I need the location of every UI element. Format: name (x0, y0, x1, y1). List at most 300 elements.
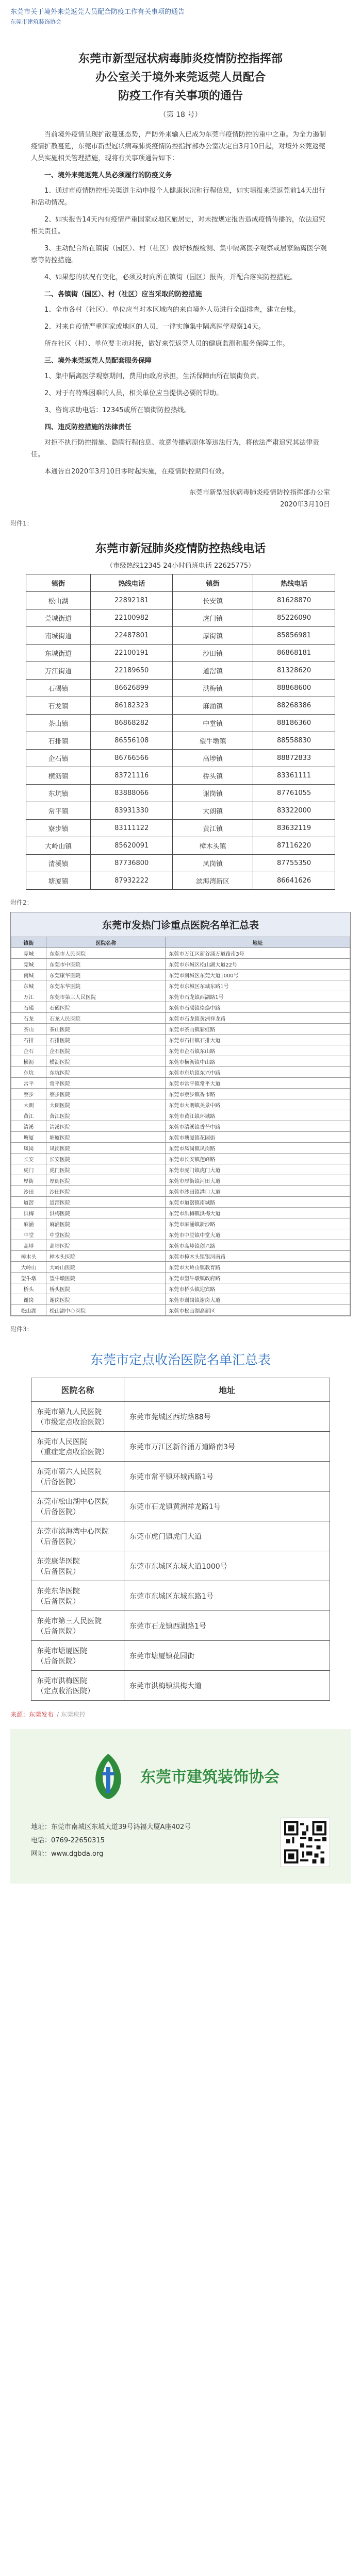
hotline-column-header: 镇街 (26, 574, 91, 592)
fever-town-cell: 高埗 (11, 1240, 46, 1251)
table-row (11, 970, 350, 980)
table-row (11, 1283, 350, 1294)
hotline-phone-cell[interactable]: 22487801 (91, 627, 173, 645)
hotline-phone-cell[interactable]: 86182323 (91, 697, 173, 715)
bottom-spacer (0, 1884, 361, 1894)
designated-hospital-section (31, 1378, 330, 1701)
notice-sections (31, 170, 330, 461)
section-paragraph: 2、对于有特殊困难的人员，相关单位应当提供必要的帮助。 (44, 389, 223, 397)
table-row (26, 785, 335, 802)
table-row (11, 980, 350, 991)
hotline-town-cell: 高埗镇 (173, 750, 253, 767)
hotline-town-cell: 东坑镇 (26, 785, 91, 802)
notice-document (0, 37, 361, 511)
fever-address-cell: 东莞市桥头镇迎宾路 (166, 1283, 350, 1294)
designated-address-cell: 东莞市东城区东城大道1000号 (124, 1551, 330, 1581)
fever-town-cell: 厚街 (11, 1175, 46, 1186)
hotline-town-cell: 樟木头镇 (173, 837, 253, 855)
hotline-phone-cell[interactable]: 83632119 (253, 820, 335, 837)
table-row (11, 1208, 350, 1218)
association-contact (31, 1821, 191, 1861)
section-paragraph: 对拒不执行防控措施、隐瞒行程信息、故意传播病原体等违法行为，将依法严肃追究其法律责任。 (31, 439, 320, 459)
fever-address-cell: 东莞市万江区新谷涌万道路南3号 (166, 948, 350, 959)
hotline-phone-cell[interactable]: 81328620 (253, 662, 335, 680)
designated-address-cell: 东莞市石龙镇黄洲祥龙路1号 (124, 1492, 330, 1521)
table-row (26, 662, 335, 680)
fever-hospital-cell: 沙田医院 (46, 1186, 166, 1197)
table-row (11, 1240, 350, 1251)
fever-hospital-cell: 企石医院 (46, 1045, 166, 1056)
table-row (11, 1164, 350, 1175)
hotline-town-cell: 望牛墩镇 (173, 732, 253, 750)
hotline-column-header: 热线电话 (91, 574, 173, 592)
section-paragraph: 1、通过市疫情防控相关渠道主动申报个人健康状况和行程信息，如实填报来莞返莞前14天出行和活动情况。 (31, 187, 325, 207)
fever-hospital-cell: 厚街医院 (46, 1175, 166, 1186)
fever-address-cell: 东莞市东城区松山湖大道22号 (166, 959, 350, 970)
hotline-phone-cell[interactable]: 86868181 (253, 645, 335, 662)
hotline-phone-cell[interactable]: 86868282 (91, 715, 173, 732)
fever-town-cell: 东城 (11, 980, 46, 991)
notice-title (31, 49, 330, 105)
designated-hospital-cell: 东莞市第九人民医院 （市级定点收治医院） (31, 1402, 124, 1432)
fever-hospital-cell: 石龙人民医院 (46, 1013, 166, 1024)
hotline-phone-cell[interactable]: 83888066 (91, 785, 173, 802)
fever-town-cell: 麻涌 (11, 1218, 46, 1229)
table-row (26, 802, 335, 820)
fever-address-cell: 东莞市大岭山镇教育路 (166, 1262, 350, 1273)
notice-closing: 本通告自2020年3月10日零时起实施，在疫情防控期间有效。 (44, 468, 228, 476)
table-row (11, 1197, 350, 1208)
designated-hospital-cell: 东莞市滨海湾中心医院 （后备医院） (31, 1521, 124, 1551)
hotline-town-cell: 麻涌镇 (173, 697, 253, 715)
fever-address-cell: 东莞市高埗镇创兴路 (166, 1240, 350, 1251)
table-row (31, 1611, 330, 1641)
table-row (11, 1294, 350, 1305)
designated-hospital-cell: 东莞市第六人民医院 （后备医院） (31, 1462, 124, 1492)
hotline-town-cell: 洪梅镇 (173, 680, 253, 697)
hotline-phone-cell[interactable]: 86626899 (91, 680, 173, 697)
fever-hospital-cell: 石碣医院 (46, 1002, 166, 1013)
fever-hospital-cell: 大朗医院 (46, 1099, 166, 1110)
qr-code-icon (281, 1818, 330, 1867)
table-row (11, 1273, 350, 1283)
fever-town-cell: 中堂 (11, 1229, 46, 1240)
top-bar (0, 0, 361, 37)
table-row (31, 1581, 330, 1611)
fever-address-cell: 东莞市黄江镇环城路 (166, 1110, 350, 1121)
association-logo-icon (88, 1752, 129, 1801)
hotline-town-cell: 虎门镇 (173, 609, 253, 627)
section-paragraph: 3、主动配合所在镇街（园区）、村（社区）做好核酸检测、集中隔离医学观察或居家隔离医学观察等防控措施。 (31, 245, 327, 264)
designated-address-cell: 东莞市石龙镇西湖路1号 (124, 1611, 330, 1641)
hotline-town-cell: 道滘镇 (173, 662, 253, 680)
table-row (11, 1035, 350, 1045)
hotline-phone-cell[interactable]: 83931330 (91, 802, 173, 820)
table-row (26, 645, 335, 662)
table-row (26, 680, 335, 697)
fever-hospital-cell: 石排医院 (46, 1035, 166, 1045)
notice-title-line-1: 东莞市新型冠状病毒肺炎疫情防控指挥部 (78, 52, 283, 65)
fever-address-cell: 东莞市樟木头镇银河南路 (166, 1251, 350, 1262)
fever-column-header: 镇街 (11, 937, 46, 948)
fever-hospital-cell: 凤岗医院 (46, 1143, 166, 1154)
fever-address-cell: 东莞市茶山镇彩虹路 (166, 1024, 350, 1035)
table-row (26, 872, 335, 890)
table-row (11, 1175, 350, 1186)
fever-town-cell: 虎门 (11, 1164, 46, 1175)
fever-town-cell: 常平 (11, 1078, 46, 1089)
fever-address-cell: 东莞市沙田镇港口大道 (166, 1186, 350, 1197)
hotline-town-cell: 万江街道 (26, 662, 91, 680)
fever-hospital-cell: 麻涌医院 (46, 1218, 166, 1229)
fever-hospital-cell: 寮步医院 (46, 1089, 166, 1099)
fever-town-cell: 茶山 (11, 1024, 46, 1035)
fever-town-cell: 石碣 (11, 1002, 46, 1013)
fever-address-cell: 东莞市洪梅镇洪梅大道 (166, 1208, 350, 1218)
table-row (11, 1154, 350, 1164)
fever-town-cell: 黄江 (11, 1110, 46, 1121)
designated-hospital-cell: 东莞东华医院 （后备医院） (31, 1581, 124, 1611)
table-row (26, 750, 335, 767)
table-row (11, 1024, 350, 1035)
fever-town-cell: 石龙 (11, 1013, 46, 1024)
fever-town-cell: 石排 (11, 1035, 46, 1045)
hotline-title: 东莞市新冠肺炎疫情防控热线电话 (95, 542, 266, 555)
hotline-phone-cell[interactable]: 83322000 (253, 802, 335, 820)
hotline-subtitle: （市级热线12345 24小时值班电话 22625775） (106, 562, 255, 570)
hotline-town-cell: 桥头镇 (173, 767, 253, 785)
attachment-1-label: 附件1： (10, 520, 33, 527)
table-row (11, 1013, 350, 1024)
attachment-2-label: 附件2： (10, 899, 33, 906)
designated-address-cell: 东莞市万江区新谷涌万道路南3号 (124, 1432, 330, 1462)
hotline-town-cell: 清溪镇 (26, 855, 91, 872)
hotline-town-cell: 茶山镇 (26, 715, 91, 732)
designated-address-cell: 东莞市东城区东城东路1号 (124, 1581, 330, 1611)
hotline-phone-cell[interactable]: 88186360 (253, 715, 335, 732)
hotline-phone-cell[interactable]: 85620091 (91, 837, 173, 855)
hotline-phone-cell[interactable]: 88558830 (253, 732, 335, 750)
section-paragraph: 1、全市各村（社区）、单位应当对本区域内的来自境外人员进行全面排查，建立台账。 (44, 306, 300, 314)
hotline-phone-cell[interactable]: 87761055 (253, 785, 335, 802)
table-row (11, 991, 350, 1002)
table-row (26, 837, 335, 855)
hotline-phone-cell[interactable]: 87116220 (253, 837, 335, 855)
hotline-phone-cell[interactable]: 86641626 (253, 872, 335, 890)
fever-address-cell: 东莞市寮步镇香市路 (166, 1089, 350, 1099)
fever-hospital-cell: 桥头医院 (46, 1283, 166, 1294)
hotline-town-cell: 沙田镇 (173, 645, 253, 662)
fever-hospital-cell: 望牛墩医院 (46, 1273, 166, 1283)
hotline-phone-cell[interactable]: 83721116 (91, 767, 173, 785)
section-heading: 四、违反防控措施的法律责任 (44, 423, 132, 431)
hotline-phone-cell[interactable]: 87736800 (91, 855, 173, 872)
fever-town-cell: 长安 (11, 1154, 46, 1164)
fever-hospital-cell: 东坑医院 (46, 1067, 166, 1078)
hotline-town-cell: 滨海湾新区 (173, 872, 253, 890)
fever-address-cell: 东莞市虎门镇虎门大道 (166, 1164, 350, 1175)
hotline-phone-cell[interactable]: 81628870 (253, 592, 335, 609)
table-row (11, 959, 350, 970)
association-website[interactable]: 网址：www.dgbda.org (31, 1850, 104, 1858)
fever-hospital-cell: 东莞市中医院 (46, 959, 166, 970)
table-row (11, 1251, 350, 1262)
fever-column-header: 医院名称 (46, 937, 166, 948)
fever-hospital-cell: 东莞市第三人民医院 (46, 991, 166, 1002)
hotline-column-header: 镇街 (173, 574, 253, 592)
fever-hospital-cell: 樟木头医院 (46, 1251, 166, 1262)
fever-town-cell: 道滘 (11, 1197, 46, 1208)
fever-town-cell: 莞城 (11, 959, 46, 970)
hotline-town-cell: 东城街道 (26, 645, 91, 662)
hotline-phone-cell[interactable]: 88268386 (253, 697, 335, 715)
attachment-3-label: 附件3： (10, 1326, 33, 1333)
fever-address-cell: 东莞市常平镇常平大道 (166, 1078, 350, 1089)
hotline-town-cell: 厚街镇 (173, 627, 253, 645)
table-row (11, 1305, 350, 1316)
source-label: 来源：东莞发布 (10, 1711, 54, 1718)
fever-hospital-cell: 谢岗医院 (46, 1294, 166, 1305)
table-row (11, 948, 350, 959)
notice-number: （第 18 号） (159, 111, 202, 119)
association-name: 东莞市建筑装饰协会 (140, 1768, 280, 1786)
hotline-table (26, 574, 335, 890)
sign-date: 2020年3月10日 (280, 501, 330, 509)
designated-address-cell: 东莞市莞城区西坊路88号 (124, 1402, 330, 1432)
designated-hospital-cell: 东莞市洪梅医院 （定点收治医院） (31, 1671, 124, 1701)
table-row (11, 1078, 350, 1089)
source-extra: / 东莞疾控 (57, 1711, 86, 1718)
hotline-phone-cell[interactable]: 22100191 (91, 645, 173, 662)
hotline-phone-cell[interactable]: 88868600 (253, 680, 335, 697)
section-paragraph: 3、咨询求助电话：12345或所在镇街防控热线。 (44, 406, 191, 414)
table-row (11, 1067, 350, 1078)
designated-hospital-cell: 东莞市第三人民医院 （后备医院） (31, 1611, 124, 1641)
fever-clinic-table (11, 937, 350, 1316)
fever-hospital-cell: 黄江医院 (46, 1110, 166, 1121)
fever-address-cell: 东莞市石龙镇西湖路1号 (166, 991, 350, 1002)
fever-town-cell: 沙田 (11, 1186, 46, 1197)
hotline-phone-cell[interactable]: 86766566 (91, 750, 173, 767)
table-row (26, 732, 335, 750)
fever-hospital-cell: 茶山医院 (46, 1024, 166, 1035)
section-paragraph: 2、如实报告14天内有疫情严重国家或地区旅居史，对未按规定报告造成疫情传播的，依法追究相关责任。 (31, 216, 325, 235)
fever-address-cell: 东莞市谢岗镇谢岗大道 (166, 1294, 350, 1305)
fever-hospital-cell: 洪梅医院 (46, 1208, 166, 1218)
table-row (26, 627, 335, 645)
fever-hospital-cell: 东莞康华医院 (46, 970, 166, 980)
fever-address-cell: 东莞市望牛墩镇政府路 (166, 1273, 350, 1283)
fever-address-cell: 东莞市厚街镇河田大道 (166, 1175, 350, 1186)
fever-town-cell: 万江 (11, 991, 46, 1002)
table-row (26, 715, 335, 732)
table-row (31, 1402, 330, 1432)
fever-hospital-cell: 高埗医院 (46, 1240, 166, 1251)
fever-address-cell: 东莞市横沥镇中山路 (166, 1056, 350, 1067)
table-row (11, 1262, 350, 1273)
fever-town-cell: 松山湖 (11, 1305, 46, 1316)
hotline-town-cell: 石排镇 (26, 732, 91, 750)
table-row (11, 1132, 350, 1143)
hotline-phone-cell[interactable]: 22100982 (91, 609, 173, 627)
hotline-phone-cell[interactable]: 86556108 (91, 732, 173, 750)
hotline-phone-cell[interactable]: 22189650 (91, 662, 173, 680)
notice-title-line-2: 办公室关于境外来莞返莞人员配合 (95, 71, 266, 84)
hotline-town-cell: 中堂镇 (173, 715, 253, 732)
hotline-column-header: 热线电话 (253, 574, 335, 592)
section-heading: 二、各镇街（园区）、村（社区）应当采取的防控措施 (44, 291, 202, 298)
association-footer (10, 1729, 351, 1884)
section-paragraph: 所在社区（村）、单位要主动对接，做好来莞返莞人员的健康监测和服务保障工作。 (44, 340, 289, 348)
fever-hospital-cell: 横沥医院 (46, 1056, 166, 1067)
section-paragraph: 4、如果您的状况有变化，必须及时向所在镇街（园区）报告，并配合落实防控措施。 (44, 274, 297, 281)
fever-town-cell: 塘厦 (11, 1132, 46, 1143)
table-row (26, 609, 335, 627)
fever-address-cell: 东莞市道滘镇南城路 (166, 1197, 350, 1208)
fever-town-cell: 洪梅 (11, 1208, 46, 1218)
fever-town-cell: 大岭山 (11, 1262, 46, 1273)
section-heading: 三、境外来莞返莞人员配套服务保障 (44, 357, 152, 365)
table-row (11, 1002, 350, 1013)
table-row (11, 1110, 350, 1121)
table-row (26, 820, 335, 837)
hotline-phone-cell[interactable]: 87755350 (253, 855, 335, 872)
fever-town-cell: 东坑 (11, 1067, 46, 1078)
notice-signature (31, 487, 330, 511)
fever-hospital-cell: 清溪医院 (46, 1121, 166, 1132)
hotline-town-cell: 石龙镇 (26, 697, 91, 715)
fever-address-cell: 东莞市企石镇东山路 (166, 1045, 350, 1056)
fever-address-cell: 东莞市东坑镇东兴中路 (166, 1067, 350, 1078)
designated-column-header: 地址 (124, 1378, 330, 1402)
page-header-title[interactable]: 东莞市关于境外来莞返莞人员配合防疫工作有关事项的通告 (10, 8, 185, 16)
designated-hospital-cell: 东莞市松山湖中心医院 （后备医院） (31, 1492, 124, 1521)
page-header-source[interactable]: 东莞市建筑装饰协会 (10, 19, 61, 25)
fever-hospital-cell: 虎门医院 (46, 1164, 166, 1175)
hotline-town-cell: 大岭山镇 (26, 837, 91, 855)
table-row (11, 1045, 350, 1056)
hotline-phone-cell[interactable]: 22892181 (91, 592, 173, 609)
fever-address-cell: 东莞市长安镇莲峰路 (166, 1154, 350, 1164)
fever-address-cell: 东莞市石碣镇崇焕中路 (166, 1002, 350, 1013)
fever-hospital-cell: 大岭山医院 (46, 1262, 166, 1273)
hotline-town-cell: 石碣镇 (26, 680, 91, 697)
designated-column-header: 医院名称 (31, 1378, 124, 1402)
hotline-town-cell: 寮步镇 (26, 820, 91, 837)
table-row (26, 855, 335, 872)
fever-address-cell: 东莞市塘厦镇花园街 (166, 1132, 350, 1143)
table-row (26, 697, 335, 715)
hotline-town-cell: 谢岗镇 (173, 785, 253, 802)
hotline-town-cell: 凤岗镇 (173, 855, 253, 872)
association-address: 地址：东莞市南城区东城大道39号鸿福大厦A座402号 (31, 1823, 191, 1831)
table-row (26, 767, 335, 785)
hotline-town-cell: 企石镇 (26, 750, 91, 767)
table-row (31, 1671, 330, 1701)
notice-intro: 当前境外疫情呈现扩散蔓延态势，严防外来输入已成为东莞市疫情防控的重中之重。为全力遏制疫情扩散蔓延，东莞市新型冠状病毒肺炎疫情防控指挥部办公室决定自3月10日起，对境外来莞返莞人员实施相关管理措施，现将有关事项通告如下： (31, 131, 326, 162)
fever-town-cell: 寮步 (11, 1089, 46, 1099)
fever-town-cell: 企石 (11, 1045, 46, 1056)
table-row (11, 1186, 350, 1197)
fever-town-cell: 横沥 (11, 1056, 46, 1067)
hotline-phone-cell[interactable]: 83111122 (91, 820, 173, 837)
hotline-phone-cell[interactable]: 87932222 (91, 872, 173, 890)
association-phone[interactable]: 电话：0769-22650315 (31, 1837, 105, 1844)
fever-hospital-cell: 东莞东华医院 (46, 980, 166, 991)
fever-town-cell: 莞城 (11, 948, 46, 959)
designated-address-cell: 东莞市常平镇环城西路1号 (124, 1462, 330, 1492)
table-row (31, 1551, 330, 1581)
designated-hospital-cell: 东莞市塘厦医院 （后备医院） (31, 1641, 124, 1671)
fever-address-cell: 东莞市中堂镇中堂大道 (166, 1229, 350, 1240)
table-row (31, 1462, 330, 1492)
designated-hospital-title: 东莞市定点收治医院名单汇总表 (90, 1352, 271, 1367)
fever-town-cell: 樟木头 (11, 1251, 46, 1262)
hotline-town-cell: 松山湖 (26, 592, 91, 609)
hotline-phone-cell[interactable]: 85856981 (253, 627, 335, 645)
fever-hospital-cell: 塘厦医院 (46, 1132, 166, 1143)
fever-hospital-cell: 东莞市人民医院 (46, 948, 166, 959)
fever-town-cell: 谢岗 (11, 1294, 46, 1305)
fever-hospital-cell: 长安医院 (46, 1154, 166, 1164)
hotline-town-cell: 大朗镇 (173, 802, 253, 820)
designated-address-cell: 东莞市塘厦镇花园街 (124, 1641, 330, 1671)
designated-address-cell: 东莞市洪梅镇洪梅大道 (124, 1671, 330, 1701)
fever-address-cell: 东莞市清溪镇香芒中路 (166, 1121, 350, 1132)
hotline-phone-cell[interactable]: 85226090 (253, 609, 335, 627)
fever-hospital-cell: 松山湖中心医院 (46, 1305, 166, 1316)
section-paragraph: 2、对来自疫情严重国家或地区的人员，一律实施集中隔离医学观察14天。 (44, 323, 265, 331)
hotline-town-cell: 常平镇 (26, 802, 91, 820)
hotline-town-cell: 莞城街道 (26, 609, 91, 627)
designated-address-cell: 东莞市虎门镇虎门大道 (124, 1521, 330, 1551)
designated-hospital-table (31, 1378, 330, 1701)
hotline-phone-cell[interactable]: 83361111 (253, 767, 335, 785)
table-row (31, 1521, 330, 1551)
fever-clinic-section (10, 912, 351, 1316)
table-row (31, 1641, 330, 1671)
fever-address-cell: 东莞市南城区东莞大道1000号 (166, 970, 350, 980)
fever-hospital-cell: 常平医院 (46, 1078, 166, 1089)
fever-town-cell: 大朗 (11, 1099, 46, 1110)
hotline-town-cell: 塘厦镇 (26, 872, 91, 890)
fever-hospital-cell: 中堂医院 (46, 1229, 166, 1240)
fever-town-cell: 桥头 (11, 1283, 46, 1294)
hotline-town-cell: 黄江镇 (173, 820, 253, 837)
table-row (11, 1089, 350, 1099)
section-heading: 一、境外来莞返莞人员必须履行的防疫义务 (44, 172, 172, 179)
section-paragraph: 1、集中隔离医学观察期间，费用由政府承担，生活保障由所在镇街负责。 (44, 372, 264, 380)
sign-org: 东莞市新型冠状病毒肺炎疫情防控指挥部办公室 (189, 489, 330, 497)
fever-town-cell: 凤岗 (11, 1143, 46, 1154)
table-row (11, 1121, 350, 1132)
hotline-section (26, 540, 335, 890)
hotline-phone-cell[interactable]: 88872833 (253, 750, 335, 767)
fever-address-cell: 东莞市松山湖高新区 (166, 1305, 350, 1316)
table-row (11, 1099, 350, 1110)
fever-address-cell: 东莞市石龙镇黄洲祥龙路 (166, 1013, 350, 1024)
fever-town-cell: 南城 (11, 970, 46, 980)
fever-address-cell: 东莞市东城区东城东路1号 (166, 980, 350, 991)
fever-address-cell: 东莞市大朗镇美景中路 (166, 1099, 350, 1110)
table-row (31, 1432, 330, 1462)
designated-hospital-cell: 东莞康华医院 （后备医院） (31, 1551, 124, 1581)
fever-town-cell: 望牛墩 (11, 1273, 46, 1283)
designated-hospital-cell: 东莞市人民医院 （重症定点收治医院） (31, 1432, 124, 1462)
hotline-town-cell: 长安镇 (173, 592, 253, 609)
fever-hospital-cell: 道滘医院 (46, 1197, 166, 1208)
table-row (11, 1056, 350, 1067)
